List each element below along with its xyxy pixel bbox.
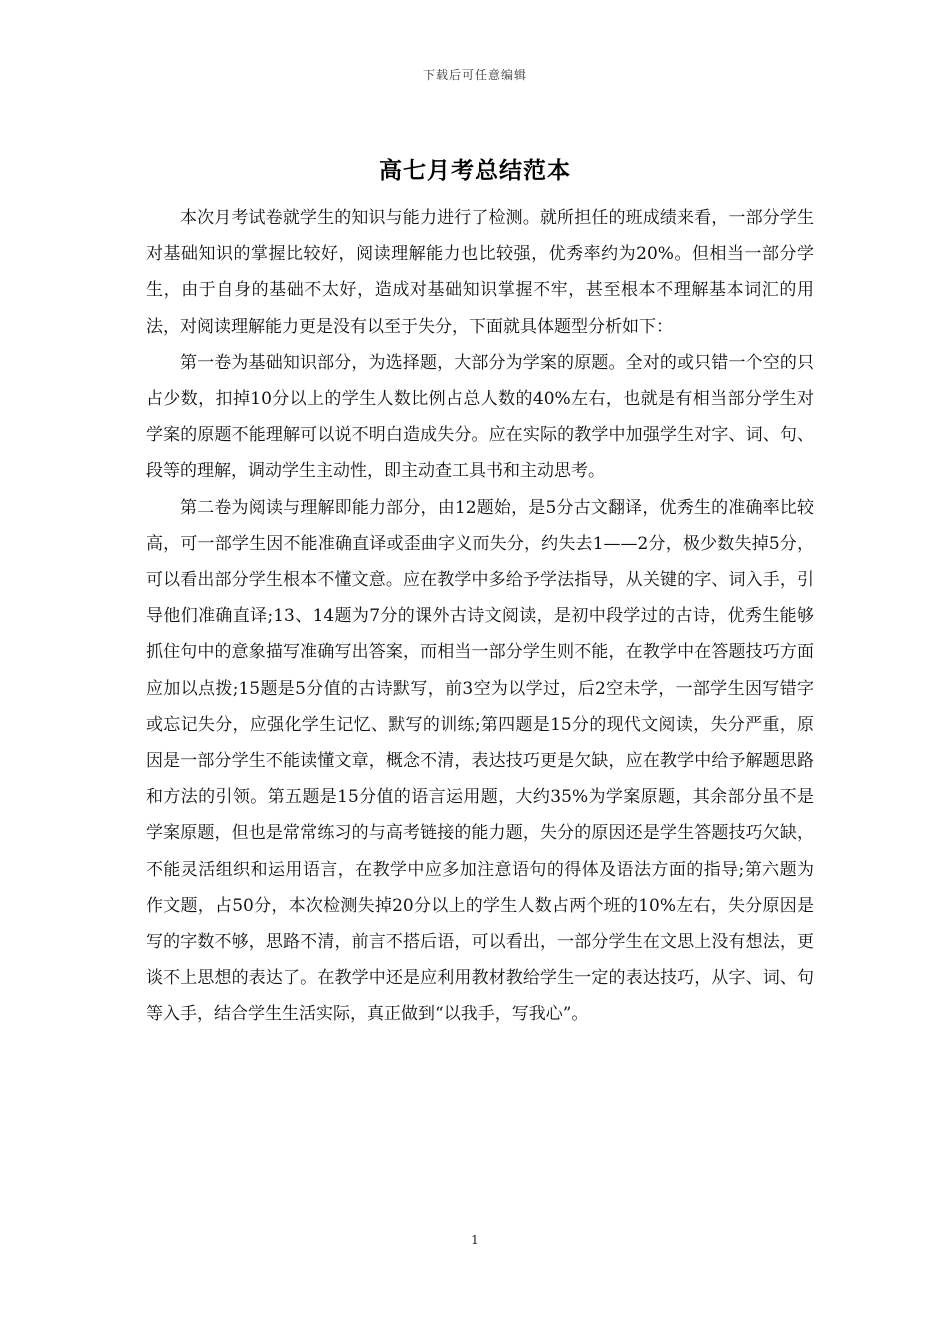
document-body bbox=[146, 200, 814, 1033]
document-title: 高七月考总结范本 bbox=[379, 157, 571, 184]
page-number: 1 bbox=[471, 1233, 479, 1247]
header-note: 下载后可任意编辑 bbox=[422, 68, 527, 82]
paragraph-part-two: 第二卷为阅读与理解即能力部分，由12题始，是5分古文翻译，优秀生的准确率比较高，可一部学生因不能准确直译或歪曲字义而失分，约失去1——2分，极少数失掉5分，可以看出部分学生根本不懂文意。应在教学中多给予学法指导，从关键的字、词入手，引导他们准确直译;13、14题为7分的课外古诗文阅读，是初中段学过的古诗，优秀生能够抓住句中的意象描写准确写出答案，而相当一部分学生则不能，在教学中在答题技巧方面应加以点拨;15题是5分值的古诗默写，前3空为以学过，后2空未学，一部学生因写错字或忘记失分，应强化学生记忆、默写的训练;第四题是15分的现代文阅读，失分严重，原因是一部分学生不能读懂文章，概念不清，表达技巧更是欠缺，应在教学中给予解题思路和方法的引领。第五题是15分值的语言运用题，大约35%为学案原题，其余部分虽不是学案原题，但也是常常练习的与高考链接的能力题，失分的原因还是学生答题技巧欠缺，不能灵活组织和运用语言，在教学中应多加注意语句的得体及语法方面的指导;第六题为作文题，占50分，本次检测失掉20分以上的学生人数占两个班的10%左右，失分原因是写的字数不够，思路不清，前言不搭后语，可以看出，一部分学生在文思上没有想法，更谈不上思想的表达了。在教学中还是应利用教材教给学生一定的表达技巧，从字、词、句等入手，结合学生生活实际，真正做到“以我手，写我心”。 bbox=[146, 497, 814, 1025]
paragraph-intro: 本次月考试卷就学生的知识与能力进行了检测。就所担任的班成绩来看，一部分学生对基础知识的掌握比较好，阅读理解能力也比较强，优秀率约为20%。但相当一部分学生，由于自身的基础不太好，造成对基础知识掌握不牢，甚至根本不理解基本词汇的用法，对阅读理解能力更是没有以至于失分，下面就具体题型分析如下： bbox=[146, 208, 814, 337]
paragraph-part-one: 第一卷为基础知识部分，为选择题，大部分为学案的原题。全对的或只错一个空的只占少数，扣掉10分以上的学生人数比例占总人数的40%左右，也就是有相当部分学生对学案的原题不能理解可以说不明白造成失分。应在实际的教学中加强学生对字、词、句、段等的理解，调动学生主动性，即主动查工具书和主动思考。 bbox=[146, 352, 814, 482]
